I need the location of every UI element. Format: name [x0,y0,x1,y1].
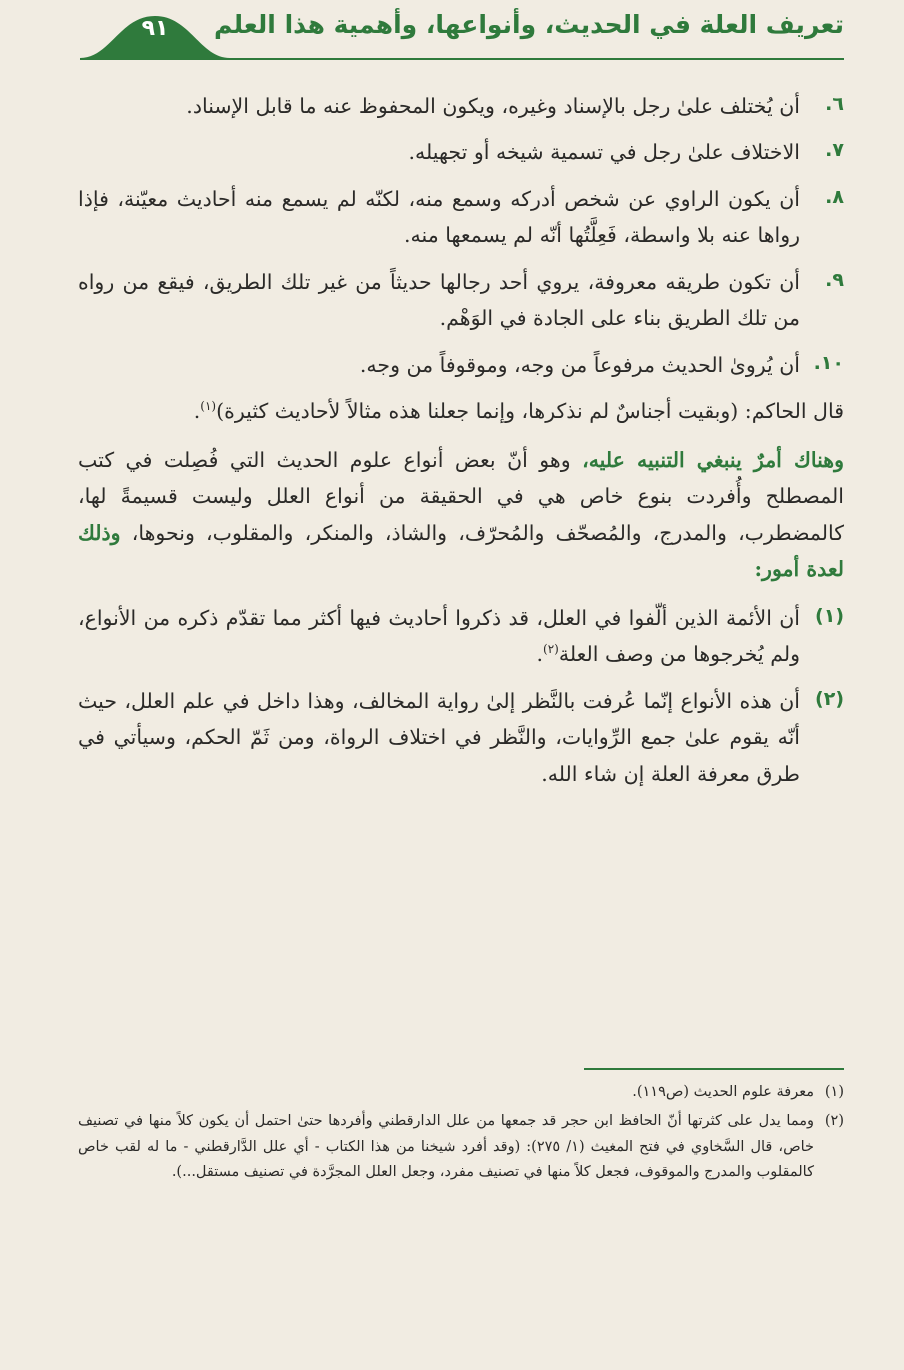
hakim-quote-text: قال الحاكم: (وبقيت أجناسٌ لم نذكرها، وإنما جعلنا هذه مثالاً لأحاديث كثيرة) [216,399,844,424]
footnote-ref: (١) [200,399,217,414]
item-text: أن تكون طريقه معروفة، يروي أحد رجالها حديثاً من غير تلك الطريق، فيقع من رواه من تلك الطريق بناء على الجادة في الوَهْم. [78,269,800,331]
page-number-tab [80,12,230,58]
period: . [193,399,201,424]
paragraph-tail: وذلك لعدة أمور: [78,520,844,582]
list-item [78,88,844,124]
item-text: أن يُختلف علىٰ رجل بالإسناد وغيره، ويكون المحفوظ عنه ما قابل الإسناد. [186,94,800,118]
footnote-ref: (٢) [543,642,559,657]
reason-end: . [536,642,544,667]
reason-body: أن هذه الأنواع إنّما عُرفت بالنَّظر إلىٰ رواية المخالف، وهذا داخل في علم العلل، حيث أنّه يقوم علىٰ جمع الرِّوايات، والنَّظر في اختلاف الرواة، ومن ثَمّ الحكم، وسيأتي في طرق معرفة العلة إن شاء الله. [78,688,800,786]
list-item [78,347,844,383]
item-number: ١٠. [813,351,844,374]
reason-item [78,600,844,673]
main-text [78,88,844,802]
reason-number: (١) [815,604,844,627]
header-divider [80,58,844,60]
footnote [78,1109,844,1185]
reason-item [78,683,844,792]
item-number: ٦. [825,93,844,115]
footnote [78,1080,844,1105]
paragraph-lead: وهناك أمرٌ ينبغي التنبيه عليه، [582,447,844,472]
paragraph-body: وهو أنّ بعض أنواع علوم الحديث التي فُصِلت في كتب المصطلح وأُفردت بنوع خاص هي في الحقيقة من أنواع العلل وليست قسيمةً لها، كالمضطرب، والمدرج، والمُصحّف والمُحرّف، والشاذ، والمنكر، والمقلوب، ونحوها، [78,447,844,545]
item-number: ٩. [825,268,844,291]
page-number: ٩١ [141,16,169,41]
reason-body: أن الأئمة الذين ألّفوا في العلل، قد ذكروا أحاديث فيها أكثر مما تقدّم ذكره من الأنواع، ولم يُخرجوها من وصف العلة [78,605,800,667]
item-text: أن يكون الراوي عن شخص أدركه وسمع منه، لكنّه لم يسمع منه أحاديث معيّنة، فإذا رواها عنه بلا واسطة، فَعِلَّتُها أنّه لم يسمعها منه. [78,186,800,248]
important-paragraph [78,442,844,588]
hakim-quote [78,393,844,429]
footnote-text: معرفة علوم الحديث (ص١١٩). [632,1084,814,1100]
reason-number: (٢) [815,687,844,710]
item-text: أن يُروىٰ الحديث مرفوعاً من وجه، وموقوفاً من وجه. [359,352,800,377]
item-number: ٨. [825,185,844,208]
footnote-separator [584,1068,844,1070]
list-item [78,264,844,337]
footnote-text: ومما يدل على كثرتها أنّ الحافظ ابن حجر قد جمعها من علل الدارقطني وأفردها حتىٰ احتمل أن يكون كلاً منها في تصنيف خاص، قال السَّخاوي في فتح المغيث (١/ ٢٧٥): (وقد أفرد شيخنا من هذا الكتاب - أي علل الدَّارقطني - ما له لقب خاص كالمقلوب والمدرج والموقوف، فجعل كلاً منها في تصنيف مفرد، وجعل العلل المجرَّدة في تصنيف مستقل...). [78,1113,814,1181]
item-number: ٧. [825,139,844,162]
list-item [78,134,844,170]
chapter-title: تعريف العلة في الحديث، وأنواعها، وأهمية هذا العلم [214,10,844,39]
footnote-number: (٢) [824,1113,844,1130]
page-header [70,6,844,58]
footnotes [78,1080,844,1190]
footnote-number: (١) [824,1084,844,1100]
list-item [78,181,844,254]
reason-text [78,600,800,673]
item-text: الاختلاف علىٰ رجل في تسمية شيخه أو تجهيله. [408,140,800,165]
